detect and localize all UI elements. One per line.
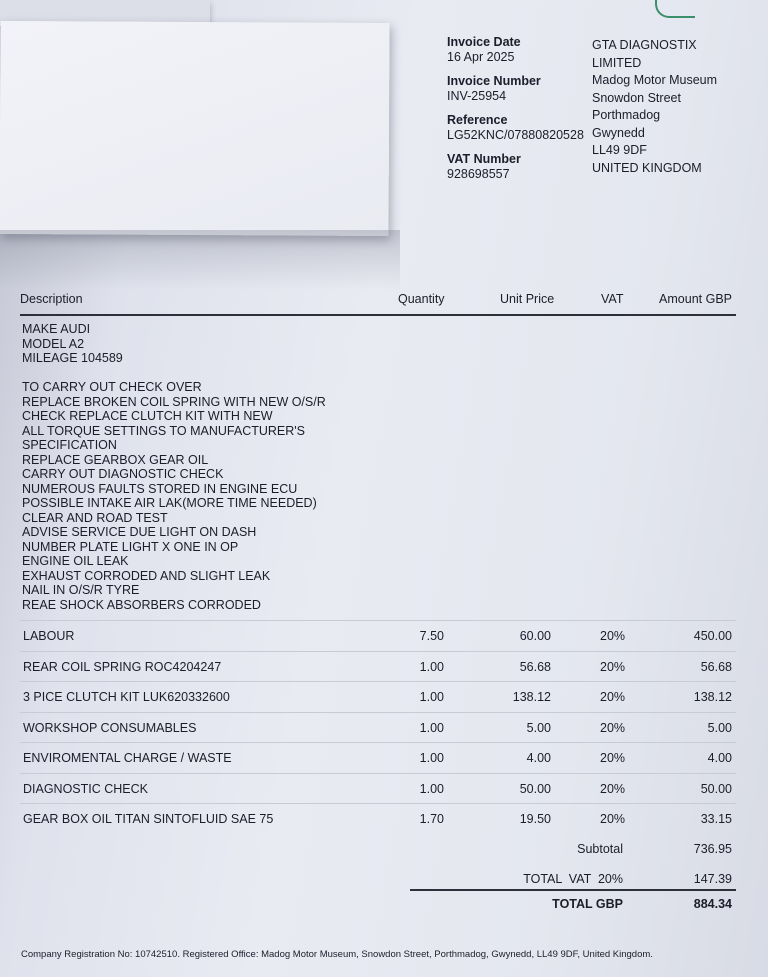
cell-amount: 5.00 [707, 720, 732, 735]
header-description: Description [20, 292, 83, 306]
cell-description: ENVIROMENTAL CHARGE / WASTE [23, 751, 232, 765]
total-gbp-label: TOTAL GBP [552, 897, 623, 911]
cell-unit-price: 60.00 [519, 629, 551, 643]
address-line: Gwynedd [592, 125, 645, 140]
total-vat-value: 147.39 [693, 872, 732, 886]
total-gbp-value: 884.34 [693, 897, 732, 911]
address-line: GTA DIAGNOSTIX [592, 38, 697, 52]
table-row [20, 803, 736, 834]
cell-quantity: 1.00 [419, 720, 444, 735]
sticky-note-cover [0, 21, 390, 236]
address-line: UNITED KINGDOM [592, 160, 702, 175]
cell-unit-price: 138.12 [512, 690, 551, 704]
table-row [20, 620, 736, 651]
job-note-line: POSSIBLE INTAKE AIR LAK(MORE TIME NEEDED) [22, 496, 317, 510]
cell-vat: 20% [600, 659, 626, 674]
grand-total-row [410, 891, 736, 921]
cell-vat: 20% [600, 720, 626, 735]
job-note-line: REPLACE GEARBOX GEAR OIL [22, 452, 209, 467]
cell-description: GEAR BOX OIL TITAN SINTOFLUID SAE 75 [23, 812, 274, 826]
vehicle-line: MAKE AUDI [22, 322, 91, 336]
vat-number-label: VAT Number [447, 152, 521, 166]
cell-amount: 50.00 [700, 781, 732, 796]
header-quantity: Quantity [398, 292, 445, 306]
cell-vat: 20% [600, 629, 626, 643]
cell-description: DIAGNOSTIC CHECK [23, 781, 149, 796]
cell-amount: 56.68 [700, 659, 732, 674]
invoice-meta [447, 35, 592, 182]
pen-mark [655, 0, 695, 18]
table-row [20, 773, 736, 804]
cell-description: 3 PICE CLUTCH KIT LUK620332600 [23, 690, 230, 704]
job-note-line: CLEAR AND ROAD TEST [22, 510, 168, 525]
cell-vat: 20% [600, 751, 626, 765]
job-note-line: ADVISE SERVICE DUE LIGHT ON DASH [22, 525, 257, 539]
job-note-line: CHECK REPLACE CLUTCH KIT WITH NEW [22, 409, 273, 423]
header-amount: Amount GBP [659, 292, 732, 306]
job-note-line: CARRY OUT DIAGNOSTIC CHECK [22, 467, 224, 481]
vehicle-line: MODEL A2 [22, 336, 85, 351]
address-line: Madog Motor Museum [592, 73, 718, 87]
vat-number: 928698557 [447, 167, 510, 181]
job-note-line: NAIL IN O/S/R TYRE [22, 583, 140, 597]
header-vat: VAT [601, 292, 624, 306]
vat-row [410, 866, 736, 889]
subtotal-row [410, 836, 736, 866]
cell-amount: 4.00 [707, 751, 732, 765]
cell-amount: 450.00 [693, 629, 732, 643]
address-line: Porthmadog [592, 108, 661, 122]
cell-unit-price: 19.50 [519, 812, 551, 826]
cell-vat: 20% [600, 781, 626, 796]
table-row [20, 681, 736, 712]
cell-description: LABOUR [23, 629, 75, 643]
cell-vat: 20% [600, 812, 626, 826]
invoice-date-label: Invoice Date [447, 35, 521, 49]
cell-quantity: 1.00 [419, 690, 444, 704]
cell-unit-price: 56.68 [519, 659, 551, 674]
address-line: LIMITED [592, 55, 642, 70]
cell-amount: 138.12 [693, 690, 732, 704]
cell-vat: 20% [600, 690, 626, 704]
job-note-line: ALL TORQUE SETTINGS TO MANUFACTURER'S [22, 423, 305, 438]
cell-quantity: 1.00 [419, 751, 444, 765]
job-note-line: NUMBER PLATE LIGHT X ONE IN OP [22, 539, 239, 554]
paper-shadow [0, 230, 400, 290]
invoice-number: INV-25954 [447, 89, 507, 103]
job-note-line: ENGINE OIL LEAK [22, 554, 129, 568]
company-address [592, 37, 762, 177]
vehicle-line: MILEAGE 104589 [22, 351, 123, 365]
job-note-line: REAE SHOCK ABSORBERS CORRODED [22, 597, 261, 612]
table-row [20, 712, 736, 743]
invoice-number-label: Invoice Number [447, 74, 541, 88]
cell-description: WORKSHOP CONSUMABLES [23, 720, 197, 735]
cell-amount: 33.15 [700, 812, 732, 826]
table-header [20, 292, 736, 316]
subtotal-value: 736.95 [693, 842, 732, 856]
invoice-date: 16 Apr 2025 [447, 50, 515, 64]
address-line: Snowdon Street [592, 90, 681, 105]
cell-quantity: 1.70 [419, 812, 444, 826]
total-vat-label: TOTAL VAT 20% [523, 872, 623, 886]
cell-quantity: 1.00 [419, 659, 444, 674]
cell-quantity: 7.50 [419, 629, 444, 643]
footer-registration: Company Registration No: 10742510. Registered Office: Madog Motor Museum, Snowdon Street, Porthmadog, Gwynedd, LL49 9DF, United Kingdom. [21, 949, 653, 960]
header-unit-price: Unit Price [500, 292, 555, 306]
cell-description: REAR COIL SPRING ROC4204247 [23, 659, 222, 674]
address-line: LL49 9DF [592, 143, 647, 157]
table-row [20, 742, 736, 773]
job-note-line: TO CARRY OUT CHECK OVER [22, 380, 202, 394]
job-note-line: EXHAUST CORRODED AND SLIGHT LEAK [22, 568, 271, 583]
reference-value: LG52KNC/07880820528 [447, 128, 584, 142]
totals [410, 836, 736, 921]
cell-unit-price: 4.00 [526, 751, 551, 765]
subtotal-label: Subtotal [577, 842, 623, 856]
table-row [20, 651, 736, 682]
job-description [22, 322, 422, 612]
spacer [22, 366, 422, 381]
reference-label: Reference [447, 113, 508, 127]
cell-quantity: 1.00 [419, 781, 444, 796]
cell-unit-price: 5.00 [526, 720, 551, 735]
line-items [20, 620, 736, 834]
job-note-line: NUMEROUS FAULTS STORED IN ENGINE ECU [22, 481, 298, 496]
job-note-line: REPLACE BROKEN COIL SPRING WITH NEW O/S/R [22, 394, 326, 409]
cell-unit-price: 50.00 [519, 781, 551, 796]
job-note-line: SPECIFICATION [22, 438, 117, 452]
header-rule [20, 314, 736, 316]
